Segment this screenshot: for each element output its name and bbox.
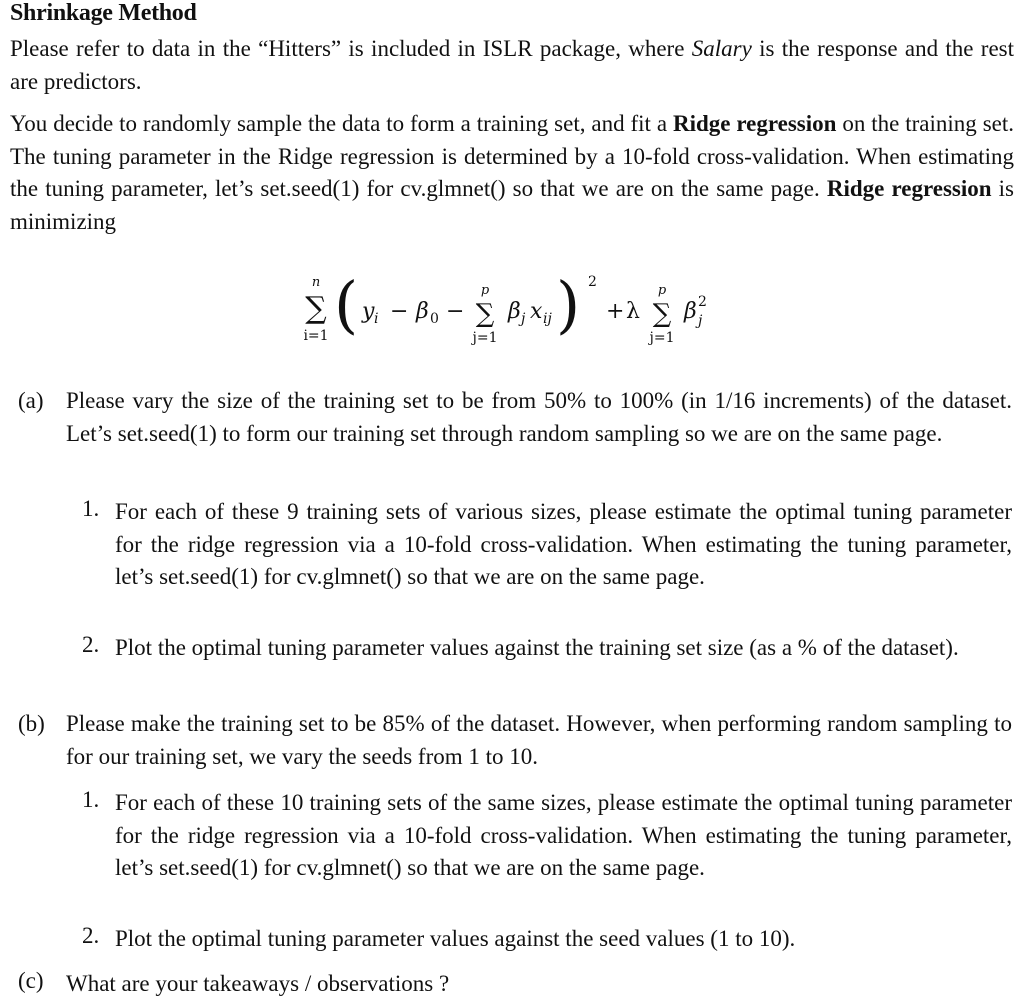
part-b-text: Please make the training set to be 85% of the dataset. However, when performing random sampling to for our training set, we vary the seeds from 1 to 10.: [66, 711, 1012, 769]
beta-sq-symbol: β: [684, 299, 697, 324]
part-c-text: What are your takeaways / observations ?: [66, 971, 450, 996]
part-a-item-2-text: Plot the optimal tuning parameter values against the training set size (as a % of the dataset).: [115, 635, 959, 660]
minus-2: −: [446, 299, 465, 324]
sum1-lower: i=1: [303, 328, 329, 344]
intro-p1-text-b: is the response and the rest are predictors.: [10, 36, 1014, 94]
beta0-symbol: β: [416, 299, 429, 324]
sum2-upper: p: [480, 283, 490, 298]
part-a-item-1-number: 1.: [82, 496, 100, 521]
intro-paragraph-2: [10, 108, 1014, 238]
part-c-label: (c): [18, 968, 44, 993]
part-a-text: Please vary the size of the training set to be from 50% to 100% (in 1/16 increments) of the dataset. Let’s set.seed(1) to form our training set through random sampling so we are on the same page.: [66, 388, 1012, 446]
sum3-upper: p: [657, 283, 667, 298]
sum2-sigma-icon: ∑: [475, 299, 495, 329]
intro-paragraph-1: [10, 33, 1014, 98]
intro-p2-text-d: is minimizing: [10, 176, 1015, 234]
section-title: Shrinkage Method: [10, 0, 197, 26]
lambda-symbol: λ: [626, 299, 640, 324]
ridge-regression-bold-2: Ridge regression: [826, 176, 992, 201]
minus-1: −: [390, 299, 409, 324]
beta0-sub: 0: [430, 311, 439, 327]
beta-sq-sub: j: [698, 313, 703, 329]
ridge-objective-formula: [280, 268, 740, 358]
part-b-item-1-number: 1.: [82, 787, 100, 812]
intro-p2-text-c: on the training set. The tuning parameter in the Ridge regression is determined by a 10-fold cross-validation. When estimating the tuning parameter, let’s set.seed(1) for cv.glmnet() so that we are on the same page.: [10, 111, 1014, 201]
x-sub: ij: [543, 311, 552, 327]
part-b-item-2-text: Plot the optimal tuning parameter values against the seed values (1 to 10).: [115, 926, 796, 951]
sum1-sigma-icon: ∑: [305, 291, 327, 326]
left-paren-icon: (: [334, 268, 359, 341]
y-symbol: y: [362, 299, 375, 324]
part-a-item-2-number: 2.: [82, 632, 100, 657]
x-symbol: x: [530, 299, 543, 324]
sum3-lower: j=1: [649, 330, 675, 346]
part-a-label: (a): [18, 388, 44, 413]
part-b-label: (b): [18, 711, 45, 736]
beta-sq-sup: 2: [698, 294, 707, 310]
sum1-upper: n: [311, 275, 321, 290]
part-b-item-1-text: For each of these 10 training sets of the same sizes, please estimate the optimal tuning parameter for the ridge regression via a 10-fold cross-validation. When estimating the tuning parameter, let’s set.seed(1) for cv.glmnet() so that we are on the same page.: [115, 790, 1012, 880]
y-sub: i: [374, 311, 379, 327]
sum2-lower: j=1: [472, 330, 498, 346]
sum3-sigma-icon: ∑: [652, 299, 672, 329]
formula-svg: [280, 268, 740, 358]
square-power: 2: [588, 274, 597, 290]
right-paren-icon: ): [556, 268, 581, 341]
salary-emphasis: Salary: [691, 36, 752, 61]
intro-p1-text-a: Please refer to data in the “Hitters” is included in ISLR package, where: [10, 36, 692, 61]
plus-sign: +: [606, 299, 625, 324]
ridge-regression-bold-1: Ridge regression: [672, 111, 837, 136]
part-a-item-1-text: For each of these 9 training sets of various sizes, please estimate the optimal tuning parameter for the ridge regression via a 10-fold cross-validation. When estimating the tuning parameter, let’s set.seed(1) for cv.glmnet() so that we are on the same page.: [115, 499, 1012, 589]
intro-p2-text-a: You decide to randomly sample the data to form a training set, and fit a: [10, 111, 673, 136]
part-b-item-2-number: 2.: [82, 923, 100, 948]
betaj-sub: j: [521, 311, 526, 327]
betaj-symbol: β: [508, 299, 521, 324]
